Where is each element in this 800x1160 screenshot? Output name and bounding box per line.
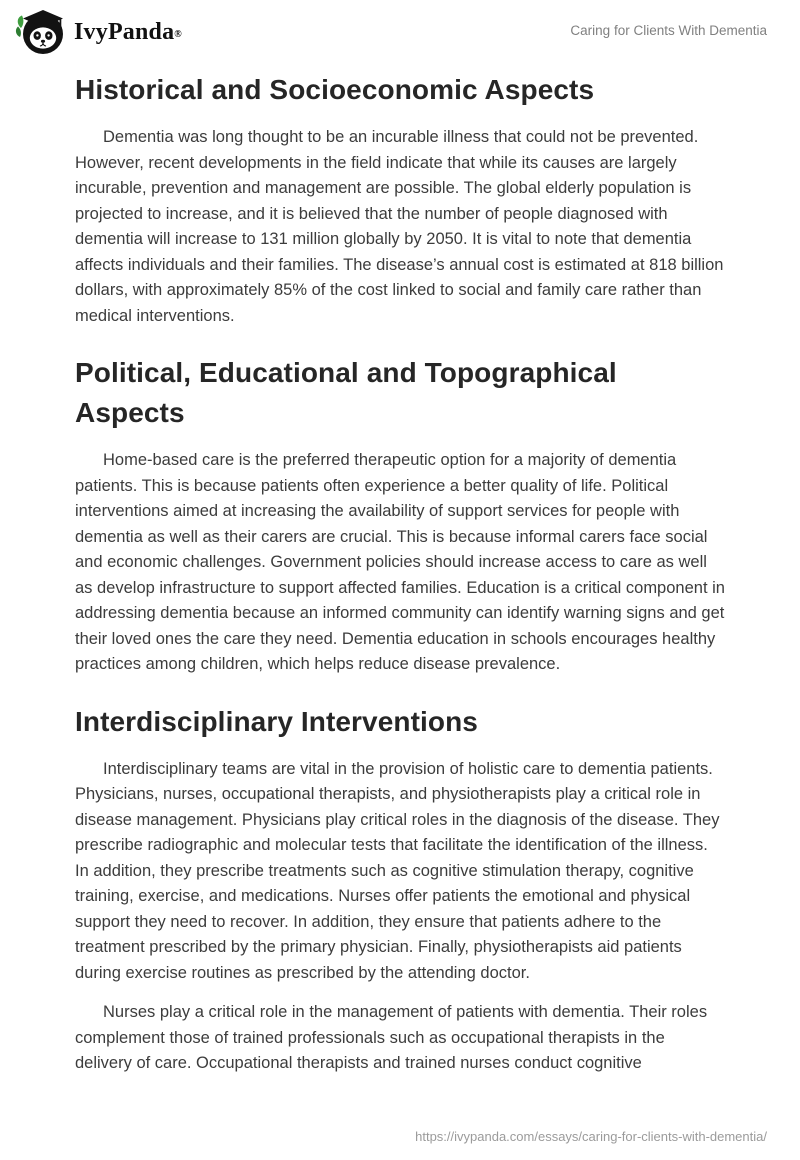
ivypanda-panda-logo-icon — [14, 9, 66, 56]
section-heading: Interdisciplinary Interventions — [75, 705, 478, 737]
document-title: Caring for Clients With Dementia — [570, 23, 767, 38]
section-heading: Political, Educational and Topographical Aspects — [75, 357, 617, 428]
section-political-educational-topographical — [75, 353, 725, 678]
registered-trademark-mark: ® — [174, 29, 182, 40]
brand-logo[interactable] — [14, 9, 182, 56]
section-heading: Historical and Socioeconomic Aspects — [75, 74, 595, 105]
source-url: https://ivypanda.com/essays/caring-for-clients-with-dementia/ — [415, 1129, 767, 1144]
essay-content — [75, 70, 725, 1077]
essay-paragraph: Nurses play a critical role in the management of patients with dementia. Their roles complement those of trained professionals such as occupational therapists in the delivery of care. Occupational therapists and trained nurses conduct cognitive — [75, 1003, 708, 1072]
essay-paragraph: Interdisciplinary teams are vital in the provision of holistic care to dementia patients. Physicians, nurses, occupational therapists, and physiotherapists play a critical role in disease management. Physicians play critical roles in the diagnosis of the disease. They prescribe radiographic and molecular tests that facilitate the identification of the illness. In addition, they prescribe treatments such as cognitive stimulation therapy, cognitive training, exercise, and medications. Nurses offer patients the emotional and physical support they need to recover. In addition, they ensure that patients adhere to the treatment prescribed by the primary physician. Finally, physiotherapists aid patients during exercise routines as prescribed by the attending doctor. — [75, 759, 720, 982]
page-header — [0, 0, 800, 62]
page-footer — [415, 1129, 767, 1144]
section-historical-socioeconomic — [75, 70, 725, 329]
section-interdisciplinary-interventions — [75, 702, 725, 1077]
brand-name: IvyPanda — [74, 19, 175, 45]
essay-paragraph: Dementia was long thought to be an incurable illness that could not be prevented. However, recent developments in the field indicate that while its causes are largely incurable, prevention and management are possible. The global elderly population is projected to increase, and it is believed that the number of people diagnosed with dementia will increase to 131 million globally by 2050. It is vital to note that dementia affects individuals and their families. The disease’s annual cost is estimated at 818 billion dollars, with approximately 85% of the cost linked to social and family care rather than medical interventions. — [75, 128, 724, 325]
essay-paragraph: Home-based care is the preferred therapeutic option for a majority of dementia patients. This is because patients often experience a better quality of life. Political interventions aimed at increasing the availability of support services for people with dementia as well as their carers are crucial. This is because informal carers face social and economic challenges. Government policies should increase access to care as well as develop infrastructure to support affected families. Education is a critical component in addressing dementia because an informed community can identify warning signs and get their loved ones the care they need. Dementia education in schools encourages healthy practices among children, which helps reduce disease prevalence. — [75, 451, 725, 673]
